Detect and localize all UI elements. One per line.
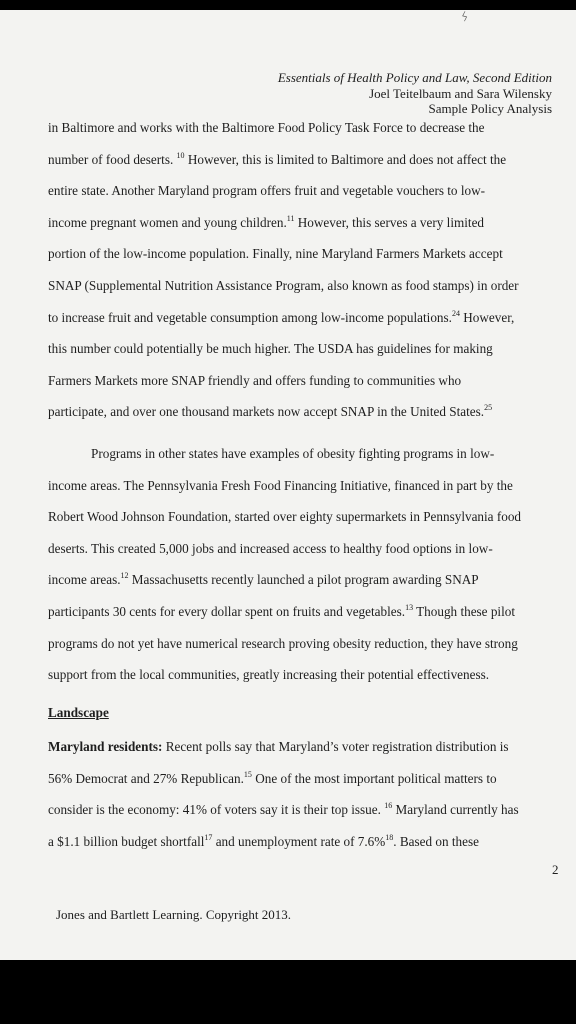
run-in-label: Maryland residents: — [48, 739, 163, 754]
page-number: 2 — [552, 862, 559, 877]
text-line: Maryland residents: Recent polls say that Maryland’s voter registration distribution is — [48, 739, 509, 754]
copyright-footer: Jones and Bartlett Learning. Copyright 2013. — [56, 907, 292, 922]
footnote-ref: 25 — [484, 403, 493, 413]
signal-icon: ϟ — [459, 9, 470, 26]
paragraph-1 — [48, 112, 556, 428]
text-line: this number could potentially be much higher. The USDA has guidelines for making — [48, 341, 493, 357]
paragraph-3 — [48, 731, 556, 857]
page-header — [278, 70, 552, 117]
top-black-bar — [0, 0, 576, 10]
paragraph-2 — [48, 438, 556, 691]
footnote-ref: 13 — [405, 602, 414, 612]
footnote-ref: 10 — [176, 150, 185, 160]
text-line: portion of the low-income population. Finally, nine Maryland Farmers Markets accept — [48, 246, 503, 262]
text-line: Farmers Markets more SNAP friendly and offers funding to communities who — [48, 372, 462, 388]
text-line: SNAP (Supplemental Nutrition Assistance Program, also known as food stamps) in order — [48, 277, 519, 293]
text-line: income pregnant women and young children.$^{11}$ However, this serves a very limited — [48, 213, 485, 230]
footnote-ref: 18 — [385, 832, 394, 842]
footnote-ref: 15 — [243, 769, 252, 779]
footnote-ref: 12 — [120, 571, 129, 581]
text-line: income areas.$^{12}$ Massachusetts recently launched a pilot program awarding SNAP — [48, 571, 479, 588]
text-line: deserts. This created 5,000 jobs and increased access to healthy food options in low- — [48, 540, 493, 556]
footnote-ref: 16 — [384, 801, 393, 811]
footnote-ref: 24 — [451, 308, 460, 318]
text-line: Programs in other states have examples of obesity fighting programs in low- — [91, 446, 495, 461]
text-line: participants 30 cents for every dollar spent on fruits and vegetables.$^{13}$ Though these pilot — [48, 602, 516, 619]
text-line: programs do not yet have numerical research proving obesity reduction, they have strong — [48, 635, 518, 651]
text-line: support from the local communities, greatly increasing their potential effectiveness. — [48, 667, 490, 683]
text-line: Robert Wood Johnson Foundation, started over eighty supermarkets in Pennsylvania food — [48, 509, 522, 525]
book-title: Essentials of Health Policy and Law, Second Edition — [277, 70, 552, 85]
footnote-ref: 11 — [286, 213, 295, 223]
text-line: participate, and over one thousand markets now accept SNAP in the United States.$^{25}$ — [48, 403, 493, 420]
section-title: Sample Policy Analysis — [428, 101, 552, 116]
text-line: consider is the economy: 41% of voters say it is their top issue. $^{16}$ Maryland currently has — [48, 801, 519, 818]
text-line: in Baltimore and works with the Baltimore Food Policy Task Force to decrease the — [48, 120, 485, 135]
bottom-black-bar — [0, 960, 576, 1024]
text-line: income areas. The Pennsylvania Fresh Food Financing Initiative, financed in part by the — [48, 477, 513, 493]
text-line: entire state. Another Maryland program offers fruit and vegetable vouchers to low- — [48, 183, 485, 199]
footnote-ref: 17 — [204, 832, 213, 842]
text-line: a $1.1 billion budget shortfall$^{17}$ and unemployment rate of 7.6%$^{18}$. Based on these — [48, 832, 479, 849]
text-line: number of food deserts. $^{10}$ However, this is limited to Baltimore and does not affect the — [48, 150, 507, 167]
text-line: 56% Democrat and 27% Republican.$^{15}$ One of the most important political matters to — [48, 769, 497, 786]
authors: Joel Teitelbaum and Sara Wilensky — [369, 85, 552, 101]
section-heading: Landscape — [48, 705, 109, 720]
text-line: to increase fruit and vegetable consumption among low-income populations.$^{24}$ However, — [48, 308, 515, 325]
